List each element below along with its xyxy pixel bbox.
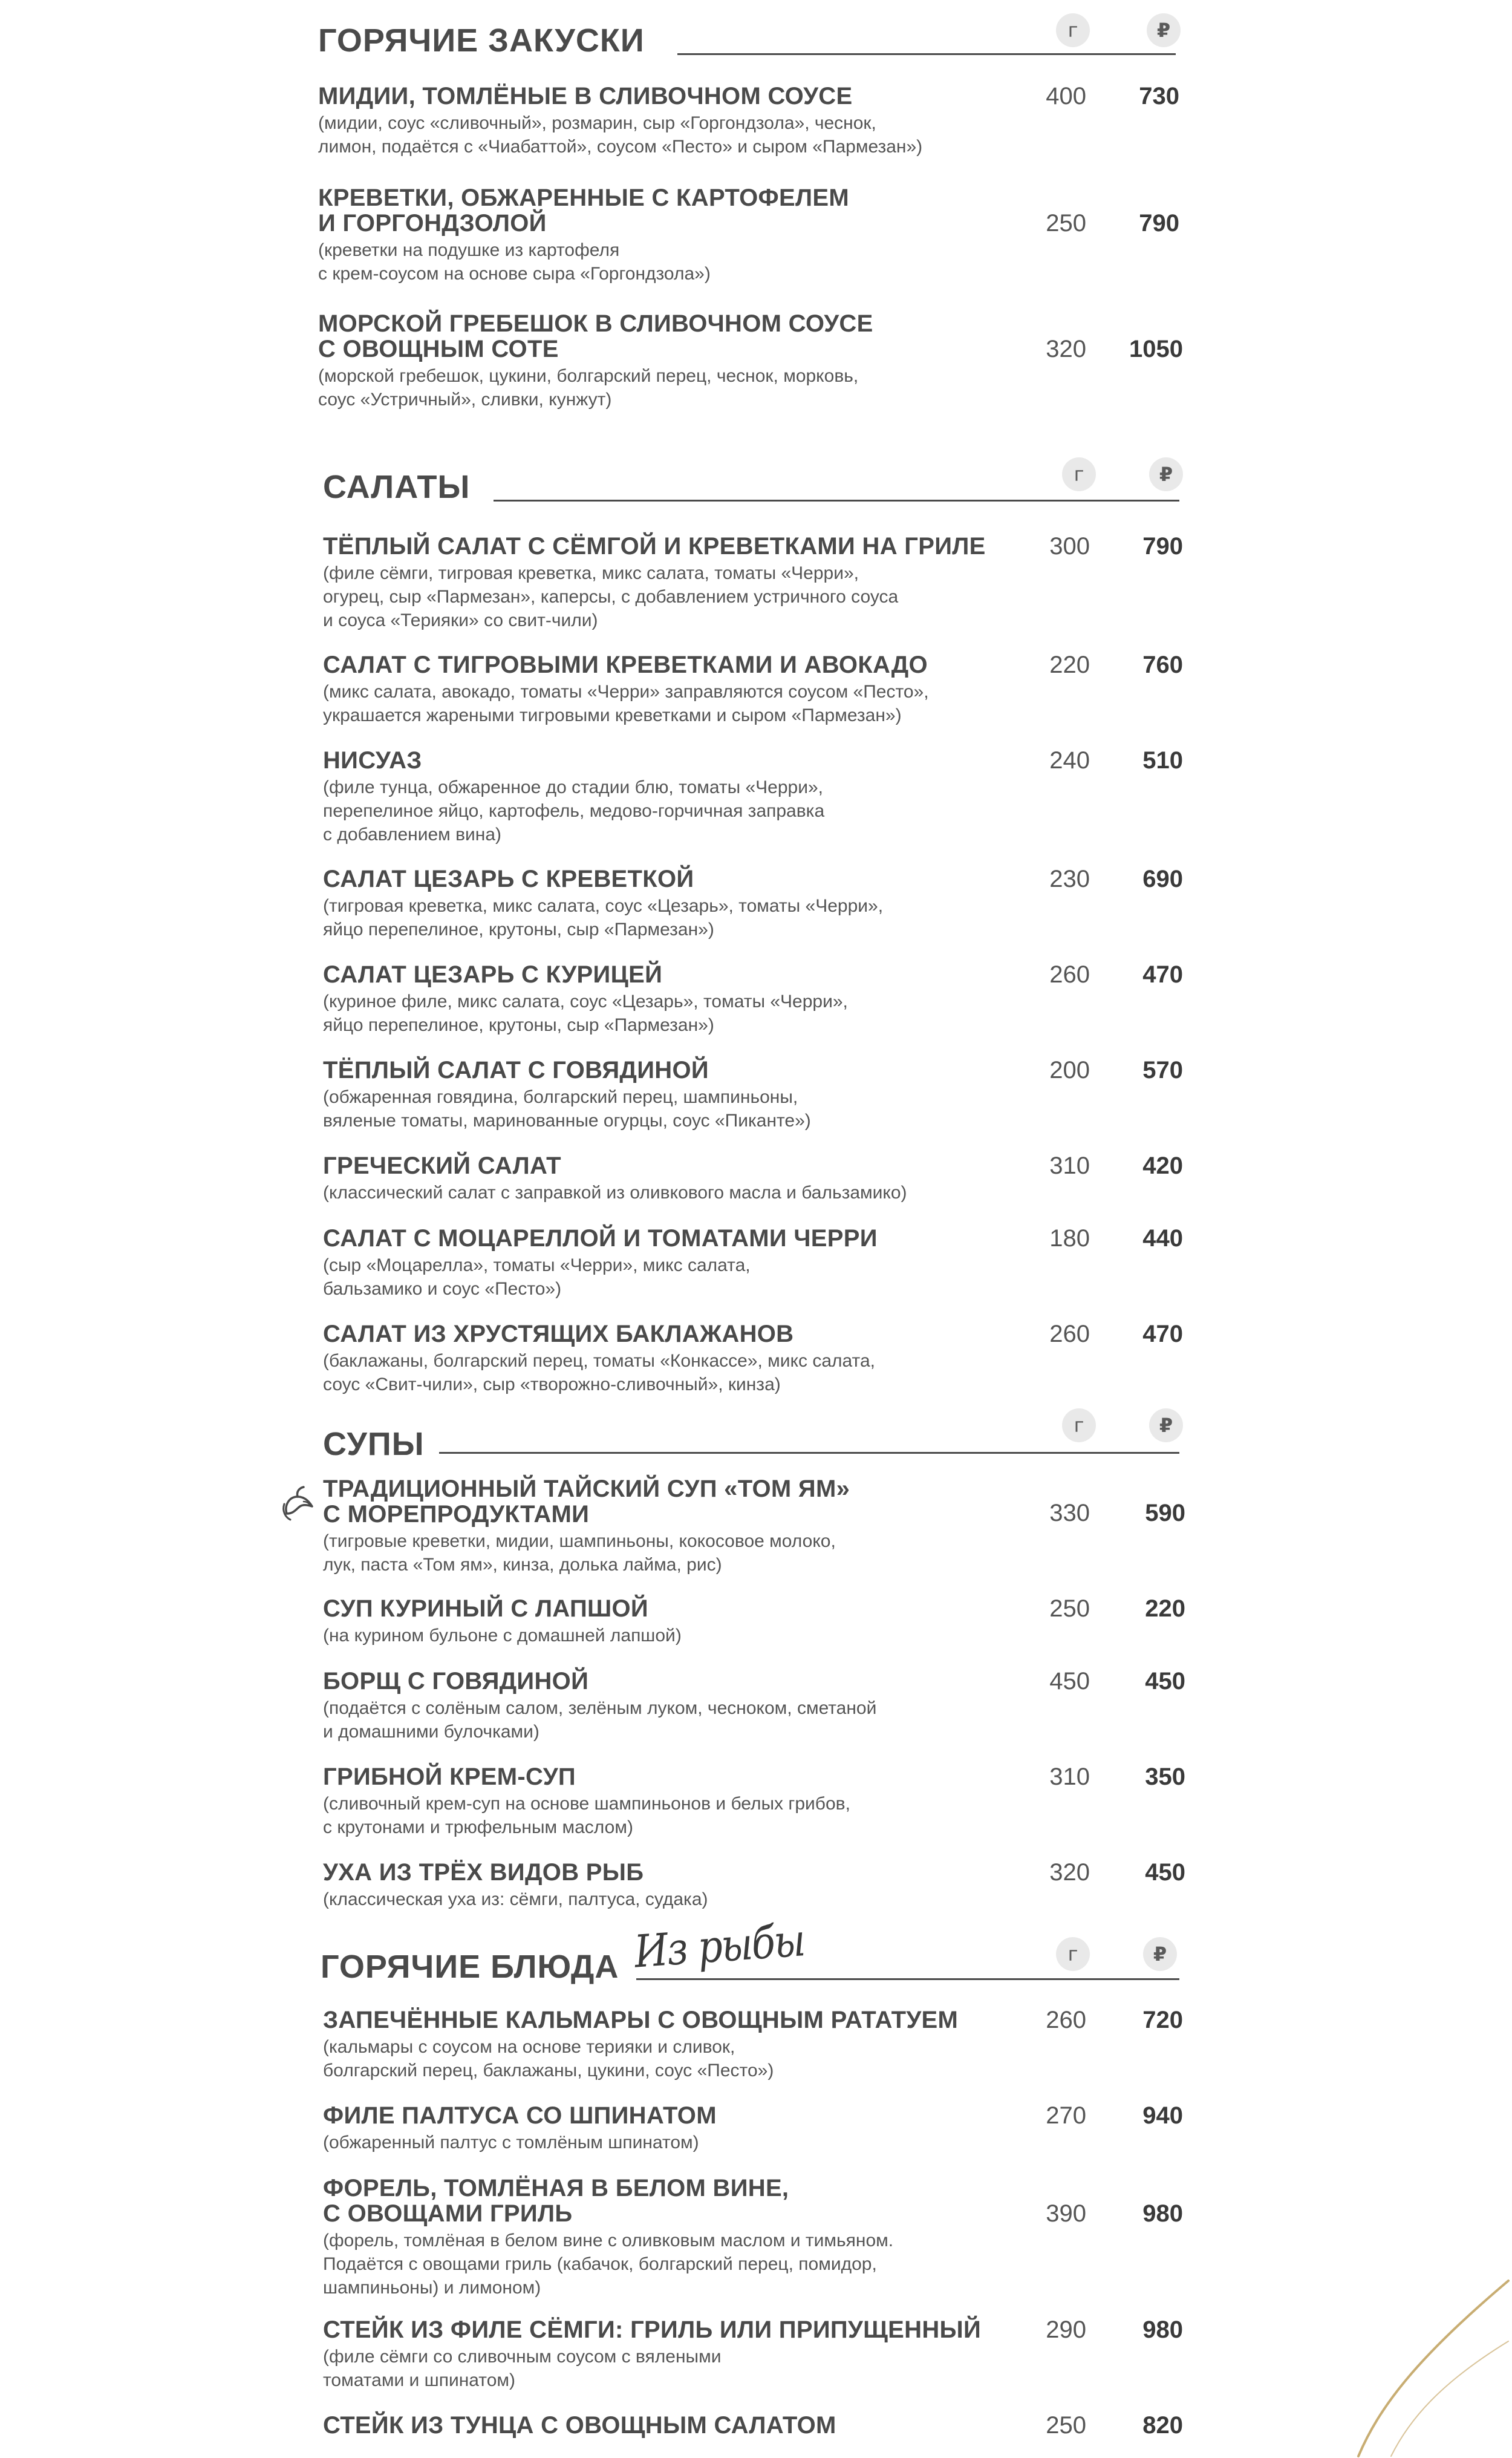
dish-price: 980 <box>1142 2200 1183 2227</box>
spicy-chili-icon <box>279 1483 319 1523</box>
dish-description: (подаётся с солёным салом, зелёным луком, чесноком, сметаной и домашними булочками) <box>323 1698 877 1742</box>
dish-weight: 400 <box>1046 83 1086 109</box>
dish-weight: 250 <box>1046 210 1086 237</box>
menu-item <box>323 2413 836 2438</box>
menu-item <box>323 2007 958 2082</box>
section-rule <box>636 1978 1179 1980</box>
menu-item <box>323 1153 907 1204</box>
dish-price: 590 <box>1145 1500 1185 1526</box>
dish-price: 720 <box>1142 2007 1183 2033</box>
dish-name: ТРАДИЦИОННЫЙ ТАЙСКИЙ СУП «ТОМ ЯМ» С МОРЕПРОДУКТАМИ <box>323 1476 850 1528</box>
menu-item <box>323 2103 717 2154</box>
dish-price: 980 <box>1142 2316 1183 2343</box>
dish-name: ГРЕЧЕСКИЙ САЛАТ <box>323 1152 561 1179</box>
price-unit-badge: ₽ <box>1143 1937 1177 1971</box>
weight-unit-badge: г <box>1062 457 1096 491</box>
weight-unit-badge: г <box>1056 13 1090 47</box>
section-rule <box>677 53 1176 55</box>
menu-item <box>323 748 824 846</box>
dish-description: (филе тунца, обжаренное до стадии блю, томаты «Черри», перепелиное яйцо, картофель, медово-горчичная заправка с добавлением вина) <box>323 777 825 845</box>
dish-description: (тигровая креветка, микс салата, соус «Цезарь», томаты «Черри», яйцо перепелиное, крутоны, сыр «Пармезан») <box>323 896 884 940</box>
dish-name: ЗАПЕЧЁННЫЕ КАЛЬМАРЫ С ОВОЩНЫМ РАТАТУЕМ <box>323 2007 959 2033</box>
dish-weight: 220 <box>1049 652 1090 678</box>
dish-description: (сливочный крем-суп на основе шампиньонов и белых грибов, с крутонами и трюфельным маслом) <box>323 1794 850 1837</box>
dish-price: 450 <box>1145 1668 1185 1695</box>
menu-item <box>323 652 929 727</box>
dish-name: ТЁПЛЫЙ САЛАТ С ГОВЯДИНОЙ <box>323 1057 709 1084</box>
dish-weight: 320 <box>1049 1859 1090 1886</box>
price-unit-badge: ₽ <box>1149 1408 1183 1442</box>
dish-weight: 250 <box>1049 1595 1090 1622</box>
dish-description: (сыр «Моцарелла», томаты «Черри», микс салата, бальзамико и соус «Песто») <box>323 1255 751 1299</box>
dish-price: 350 <box>1145 1763 1185 1790</box>
menu-item <box>318 311 873 411</box>
dish-description: (филе сёмги, тигровая креветка, микс салата, томаты «Черри», огурец, сыр «Пармезан», каперсы, с добавлением устричного соуса и соуса «Терияки» со свит-чили) <box>323 563 899 630</box>
menu-item <box>323 1057 811 1133</box>
decorative-swoosh <box>1355 2275 1512 2458</box>
dish-description: (баклажаны, болгарский перец, томаты «Конкассе», микс салата, соус «Свит-чили», сыр «творожно-сливочный», кинза) <box>323 1351 875 1394</box>
dish-name: САЛАТ ИЗ ХРУСТЯЩИХ БАКЛАЖАНОВ <box>323 1321 794 1347</box>
dish-description: (форель, томлёная в белом вине с оливковым маслом и тимьяном. Подаётся с овощами гриль (кабачок, болгарский перец, помидор, шампиньоны) и лимоном) <box>323 2231 894 2298</box>
dish-name: САЛАТ ЦЕЗАРЬ С КУРИЦЕЙ <box>323 961 663 988</box>
weight-unit-badge: г <box>1062 1408 1096 1442</box>
dish-price: 570 <box>1142 1057 1183 1084</box>
dish-name: СУП КУРИНЫЙ С ЛАПШОЙ <box>323 1595 648 1622</box>
dish-name: СТЕЙК ИЗ ФИЛЕ СЁМГИ: ГРИЛЬ ИЛИ ПРИПУЩЕННЫЙ <box>323 2316 982 2343</box>
dish-description: (обжаренная говядина, болгарский перец, шампиньоны, вяленые томаты, маринованные огурцы, соус «Пиканте») <box>323 1087 811 1131</box>
dish-name: САЛАТ ЦЕЗАРЬ С КРЕВЕТКОЙ <box>323 866 694 892</box>
dish-name: МОРСКОЙ ГРЕБЕШОК В СЛИВОЧНОМ СОУСЕ С ОВОЩНЫМ СОТЕ <box>318 310 873 362</box>
dish-description: (куриное филе, микс салата, соус «Цезарь», томаты «Черри», яйцо перепелиное, крутоны, сыр «Пармезан») <box>323 992 848 1035</box>
dish-price: 470 <box>1142 961 1183 988</box>
dish-description: (морской гребешок, цукини, болгарский перец, чеснок, морковь, соус «Устричный», сливки, кунжут) <box>318 366 859 410</box>
menu-item <box>323 1321 875 1396</box>
dish-weight: 180 <box>1049 1225 1090 1252</box>
menu-item <box>323 1476 850 1577</box>
dish-weight: 260 <box>1049 961 1090 988</box>
price-unit-badge: ₽ <box>1149 457 1183 491</box>
dish-price: 690 <box>1142 866 1183 892</box>
dish-price: 820 <box>1142 2412 1183 2439</box>
dish-price: 420 <box>1142 1152 1183 1179</box>
menu-item <box>323 1226 878 1301</box>
dish-price: 730 <box>1139 83 1179 109</box>
section-rule <box>494 500 1179 502</box>
menu-item <box>318 185 849 286</box>
dish-weight: 310 <box>1049 1763 1090 1790</box>
dish-weight: 260 <box>1046 2007 1086 2033</box>
section-title: ГОРЯЧИЕ ЗАКУСКИ <box>318 22 645 59</box>
dish-description: (тигровые креветки, мидии, шампиньоны, кокосовое молоко, лук, паста «Том ям», кинза, долька лайма, рис) <box>323 1531 836 1575</box>
section-title: СУПЫ <box>323 1426 425 1462</box>
menu-item <box>323 866 883 941</box>
dish-price: 220 <box>1145 1595 1185 1622</box>
dish-description: (филе сёмги со сливочным соусом с вялеными томатами и шпинатом) <box>323 2347 722 2390</box>
section-title: САЛАТЫ <box>323 469 471 505</box>
dish-description: (мидии, соус «сливочный», розмарин, сыр «Горгондзола», чеснок, лимон, подаётся с «Чиабаттой», соусом «Песто» и сыром «Пармезан») <box>318 113 923 157</box>
price-unit-badge: ₽ <box>1147 13 1181 47</box>
handwritten-note: Из рыбы <box>633 1915 806 1978</box>
dish-weight: 260 <box>1049 1321 1090 1347</box>
dish-name: НИСУАЗ <box>323 747 422 774</box>
dish-weight: 200 <box>1049 1057 1090 1084</box>
dish-weight: 250 <box>1046 2412 1086 2439</box>
dish-weight: 230 <box>1049 866 1090 892</box>
dish-description: (обжаренный палтус с томлёным шпинатом) <box>323 2133 699 2152</box>
menu-item <box>318 83 922 159</box>
dish-price: 450 <box>1145 1859 1185 1886</box>
dish-name: ФОРЕЛЬ, ТОМЛЁНАЯ В БЕЛОМ ВИНЕ, С ОВОЩАМИ ГРИЛЬ <box>323 2175 789 2227</box>
menu-item <box>323 534 986 632</box>
dish-name: БОРЩ С ГОВЯДИНОЙ <box>323 1668 589 1695</box>
dish-weight: 390 <box>1046 2200 1086 2227</box>
menu-item <box>323 1596 682 1647</box>
menu-item <box>323 1764 850 1839</box>
dish-price: 1050 <box>1129 336 1183 362</box>
section-title: ГОРЯЧИЕ БЛЮДА <box>321 1949 619 1985</box>
dish-weight: 270 <box>1046 2102 1086 2129</box>
dish-description: (кальмары с соусом на основе терияки и сливок, болгарский перец, баклажаны, цукини, соус «Песто») <box>323 2037 774 2080</box>
menu-item <box>323 1860 708 1911</box>
dish-price: 510 <box>1142 747 1183 774</box>
dish-weight: 330 <box>1049 1500 1090 1526</box>
dish-price: 790 <box>1142 533 1183 560</box>
dish-name: ТЁПЛЫЙ САЛАТ С СЁМГОЙ И КРЕВЕТКАМИ НА ГРИЛЕ <box>323 533 986 560</box>
dish-weight: 240 <box>1049 747 1090 774</box>
dish-name: КРЕВЕТКИ, ОБЖАРЕННЫЕ С КАРТОФЕЛЕМ И ГОРГОНДЗОЛОЙ <box>318 185 849 237</box>
dish-description: (классический салат с заправкой из оливкового масла и бальзамико) <box>323 1183 907 1203</box>
dish-name: УХА ИЗ ТРЁХ ВИДОВ РЫБ <box>323 1859 644 1886</box>
dish-weight: 450 <box>1049 1668 1090 1695</box>
dish-weight: 310 <box>1049 1152 1090 1179</box>
dish-weight: 290 <box>1046 2316 1086 2343</box>
menu-item <box>323 2175 893 2299</box>
dish-weight: 300 <box>1049 533 1090 560</box>
dish-description: (на курином бульоне с домашней лапшой) <box>323 1626 682 1646</box>
dish-name: МИДИИ, ТОМЛЁНЫЕ В СЛИВОЧНОМ СОУСЕ <box>318 83 853 109</box>
dish-description: (креветки на подушке из картофеля с крем-соусом на основе сыра «Горгондзола») <box>318 240 711 284</box>
dish-description: (классическая уха из: сёмги, палтуса, судака) <box>323 1889 708 1909</box>
menu-item <box>323 2317 981 2392</box>
menu-item <box>323 962 848 1037</box>
dish-name: САЛАТ С МОЦАРЕЛЛОЙ И ТОМАТАМИ ЧЕРРИ <box>323 1225 878 1252</box>
dish-name: СТЕЙК ИЗ ТУНЦА С ОВОЩНЫМ САЛАТОМ <box>323 2412 836 2439</box>
dish-price: 470 <box>1142 1321 1183 1347</box>
weight-unit-badge: г <box>1056 1937 1090 1971</box>
dish-weight: 320 <box>1046 336 1086 362</box>
dish-name: САЛАТ С ТИГРОВЫМИ КРЕВЕТКАМИ И АВОКАДО <box>323 652 928 678</box>
menu-item <box>323 1669 876 1744</box>
dish-description: (микс салата, авокадо, томаты «Черри» заправляются соусом «Песто», украшается жареными тигровыми креветками и сыром «Пармезан») <box>323 682 929 725</box>
section-rule <box>439 1452 1179 1454</box>
dish-name: ГРИБНОЙ КРЕМ-СУП <box>323 1763 576 1790</box>
dish-price: 760 <box>1142 652 1183 678</box>
dish-price: 440 <box>1142 1225 1183 1252</box>
dish-price: 940 <box>1142 2102 1183 2129</box>
dish-price: 790 <box>1139 210 1179 237</box>
dish-name: ФИЛЕ ПАЛТУСА СО ШПИНАТОМ <box>323 2102 717 2129</box>
